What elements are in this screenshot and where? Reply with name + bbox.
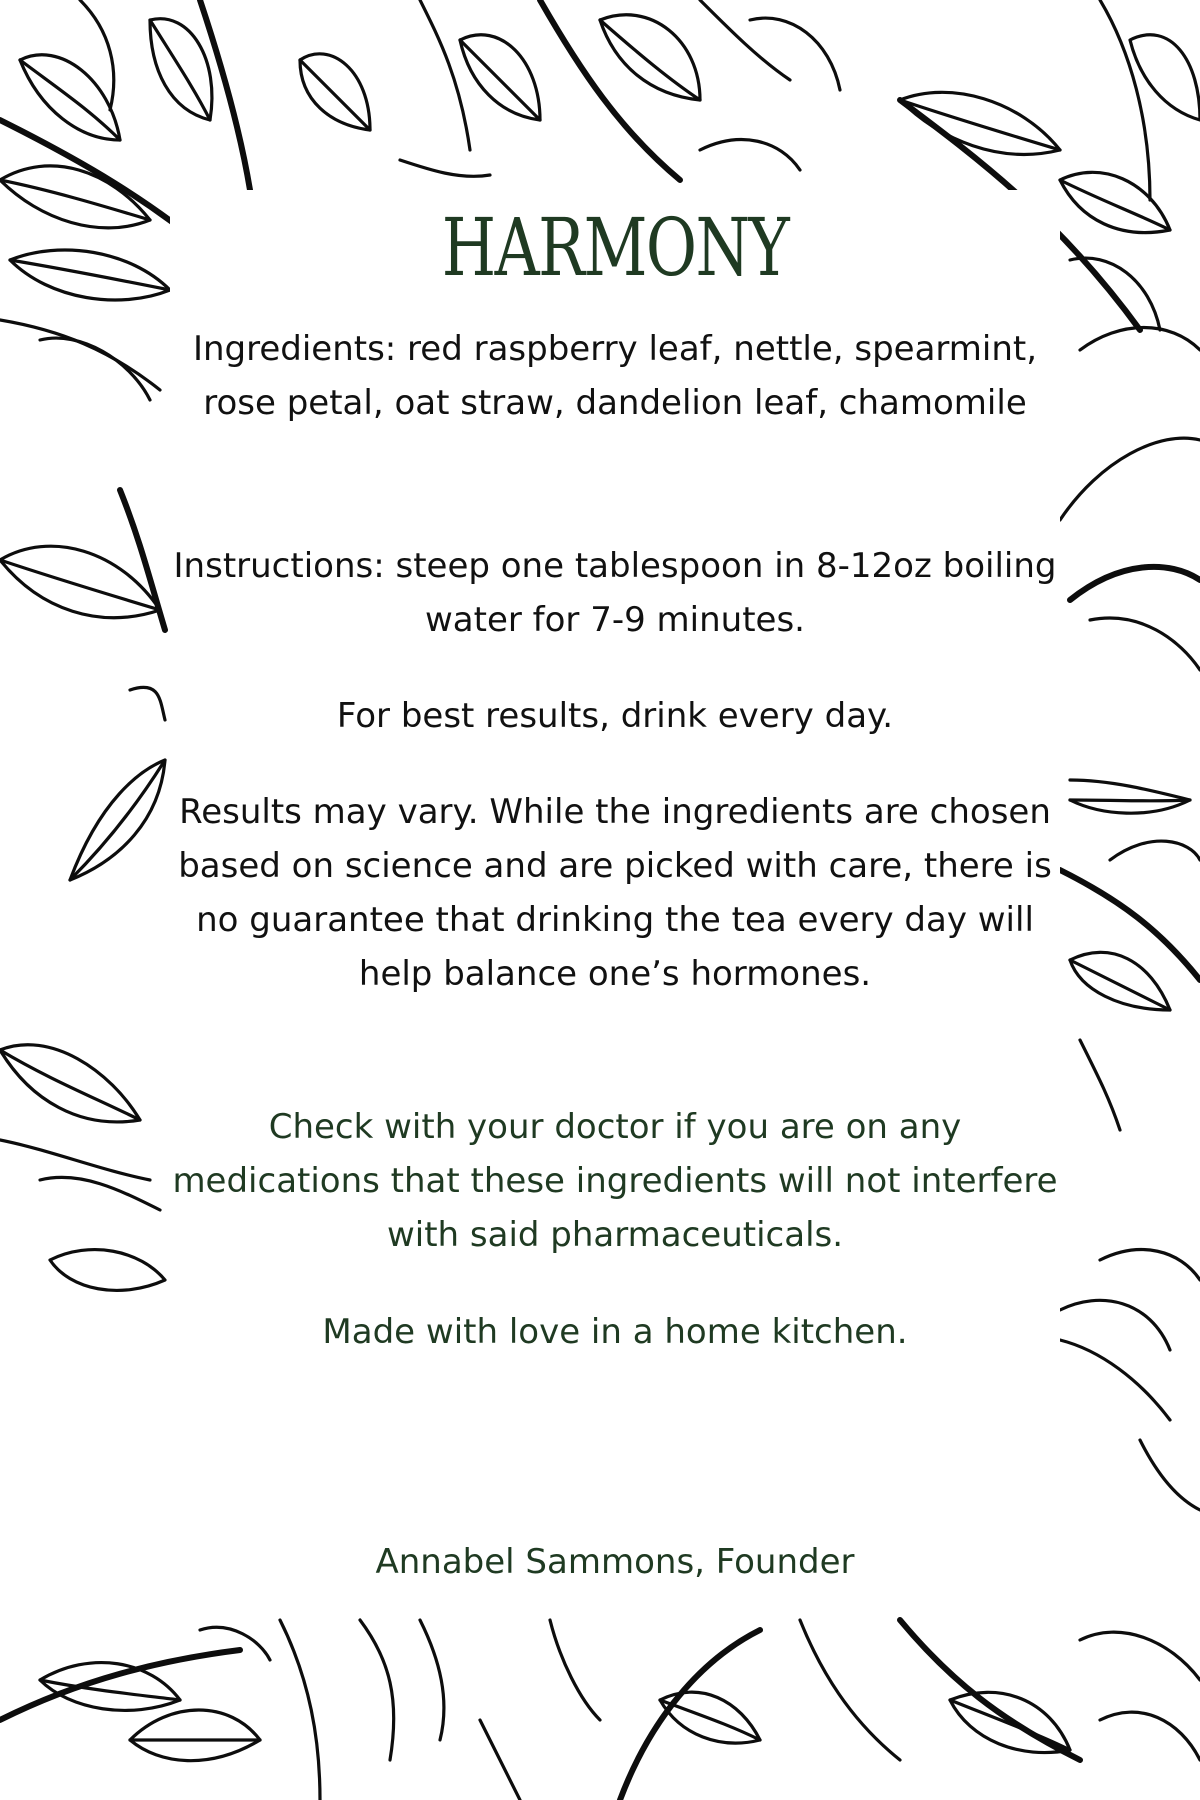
disclaimer-text: Results may vary. While the ingredients are chosen based on science and are picked with care, there is no guarantee that drinking the tea every day will help balance one’s hormones. [178, 792, 1052, 994]
founder-signature: Annabel Sammons, Founder [375, 1542, 855, 1582]
product-title: HARMONY [441, 201, 789, 294]
doctor-note-text: Check with your doctor if you are on any medications that these ingredients will not interfere with said pharmaceuticals. [172, 1107, 1058, 1255]
best-results-text: For best results, drink every day. [336, 696, 894, 736]
ingredients-text: Ingredients: red raspberry leaf, nettle, spearmint, rose petal, oat straw, dandelion leaf, chamomile [192, 329, 1038, 423]
made-with-love-text: Made with love in a home kitchen. [322, 1312, 908, 1352]
instructions-text: Instructions: steep one tablespoon in 8-12oz boiling water for 7-9 minutes. [173, 546, 1057, 640]
